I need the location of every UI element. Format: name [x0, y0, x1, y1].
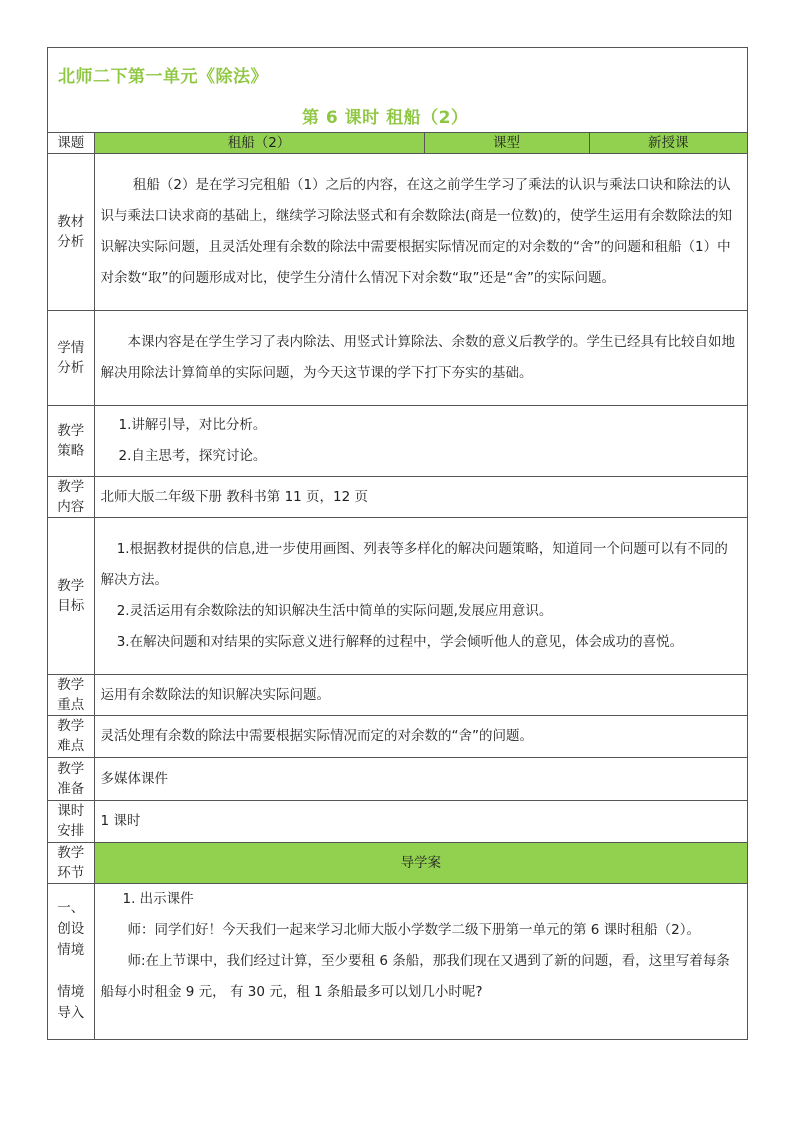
unit-title: 北师二下第一单元《除法》	[58, 67, 268, 87]
goal-item: 3.在解决问题和对结果的实际意义进行解释的过程中，学会倾听他人的意见，体会成功的喜悦。	[116, 633, 684, 650]
difficulty-label: 教学 难点	[48, 715, 94, 757]
learner-analysis-label: 学情 分析	[48, 310, 94, 405]
section-label: 教学 环节	[48, 842, 94, 883]
lesson-table	[48, 133, 747, 1040]
strategy-item: 2.自主思考，探究讨论。	[118, 447, 267, 464]
topic-row	[48, 133, 747, 153]
section-header-row	[48, 842, 747, 883]
teaching-strategy-label: 教学 策略	[48, 405, 94, 476]
lesson-type-label: 课型	[424, 133, 589, 153]
strategy-item: 1.讲解引导，对比分析。	[118, 416, 267, 433]
preparation-label: 教学 准备	[48, 757, 94, 800]
intro-step: 1. 出示课件	[122, 890, 194, 907]
teaching-content-label: 教学 内容	[48, 476, 94, 517]
key-point-label: 教学 重点	[48, 674, 94, 715]
schedule-row	[48, 800, 747, 842]
key-point-text: 运用有余数除法的知识解决实际问题。	[94, 674, 747, 715]
material-analysis-text: 租船（2）是在学习完租船（1）之后的内容，在这之前学生学习了乘法的认识与乘法口诀和除法的认识与乘法口诀求商的基础上，继续学习除法竖式和有余数除法(商是一位数)的，使学生运用有余数除法的知识解决实际问题，且灵活处理有余数的除法中需要根据实际情况而定的对余数的“舍”的问题和租船（1）中对余数“取”的问题形成对比，使学生分清什么情况下对余数“取”还是“舍”的实际问题。	[100, 176, 733, 286]
teaching-content-row	[48, 476, 747, 517]
schedule-text: 1 课时	[94, 800, 747, 842]
learner-analysis-row	[48, 310, 747, 405]
intro-row	[48, 883, 747, 1039]
section-title: 导学案	[94, 842, 747, 883]
preparation-row	[48, 757, 747, 800]
goal-item: 2.灵活运用有余数除法的知识解决生活中简单的实际问题,发展应用意识。	[116, 602, 553, 619]
material-analysis-row	[48, 153, 747, 310]
key-point-row	[48, 674, 747, 715]
lesson-plan-document	[47, 47, 748, 1040]
difficulty-text: 灵活处理有余数的除法中需要根据实际情况而定的对余数的“舍”的问题。	[94, 715, 747, 757]
intro-paragraph: 师：同学们好！今天我们一起来学习北师大版小学数学二级下册第一单元的第 6 课时租船（2）。	[127, 921, 701, 938]
topic-label: 课题	[48, 133, 94, 153]
intro-label: 一、 创设 情境 情境 导入	[48, 883, 94, 1039]
schedule-label: 课时 安排	[48, 800, 94, 842]
topic-value: 租船（2）	[94, 133, 424, 153]
teaching-strategy-row	[48, 405, 747, 476]
intro-paragraph: 师:在上节课中，我们经过计算，至少要租 6 条船，那我们现在又遇到了新的问题，看，这里写着每条船每小时租金 9 元， 有 30 元，租 1 条船最多可以划几小时呢?	[100, 952, 730, 1000]
lesson-type-value: 新授课	[589, 133, 747, 153]
learner-analysis-text: 本课内容是在学生学习了表内除法、用竖式计算除法、余数的意义后教学的。学生已经具有比较自如地解决用除法计算简单的实际问题，为今天这节课的学下打下夯实的基础。	[100, 333, 735, 381]
learner-analysis-cell	[94, 310, 747, 405]
document-header	[48, 48, 747, 133]
teaching-goals-row	[48, 517, 747, 674]
difficulty-row	[48, 715, 747, 757]
material-analysis-label: 教材 分析	[48, 153, 94, 310]
teaching-strategy-cell	[94, 405, 747, 476]
teaching-content-text: 北师大版二年级下册 教科书第 11 页，12 页	[94, 476, 747, 517]
material-analysis-cell	[94, 153, 747, 310]
goal-item: 1.根据教材提供的信息,进一步使用画图、列表等多样化的解决问题策略，知道同一个问题可以有不同的解决方法。	[100, 540, 728, 588]
lesson-title: 第 6 课时 租船（2）	[302, 108, 469, 128]
intro-cell	[94, 883, 747, 1039]
teaching-goals-cell	[94, 517, 747, 674]
preparation-text: 多媒体课件	[94, 757, 747, 800]
teaching-goals-label: 教学 目标	[48, 517, 94, 674]
